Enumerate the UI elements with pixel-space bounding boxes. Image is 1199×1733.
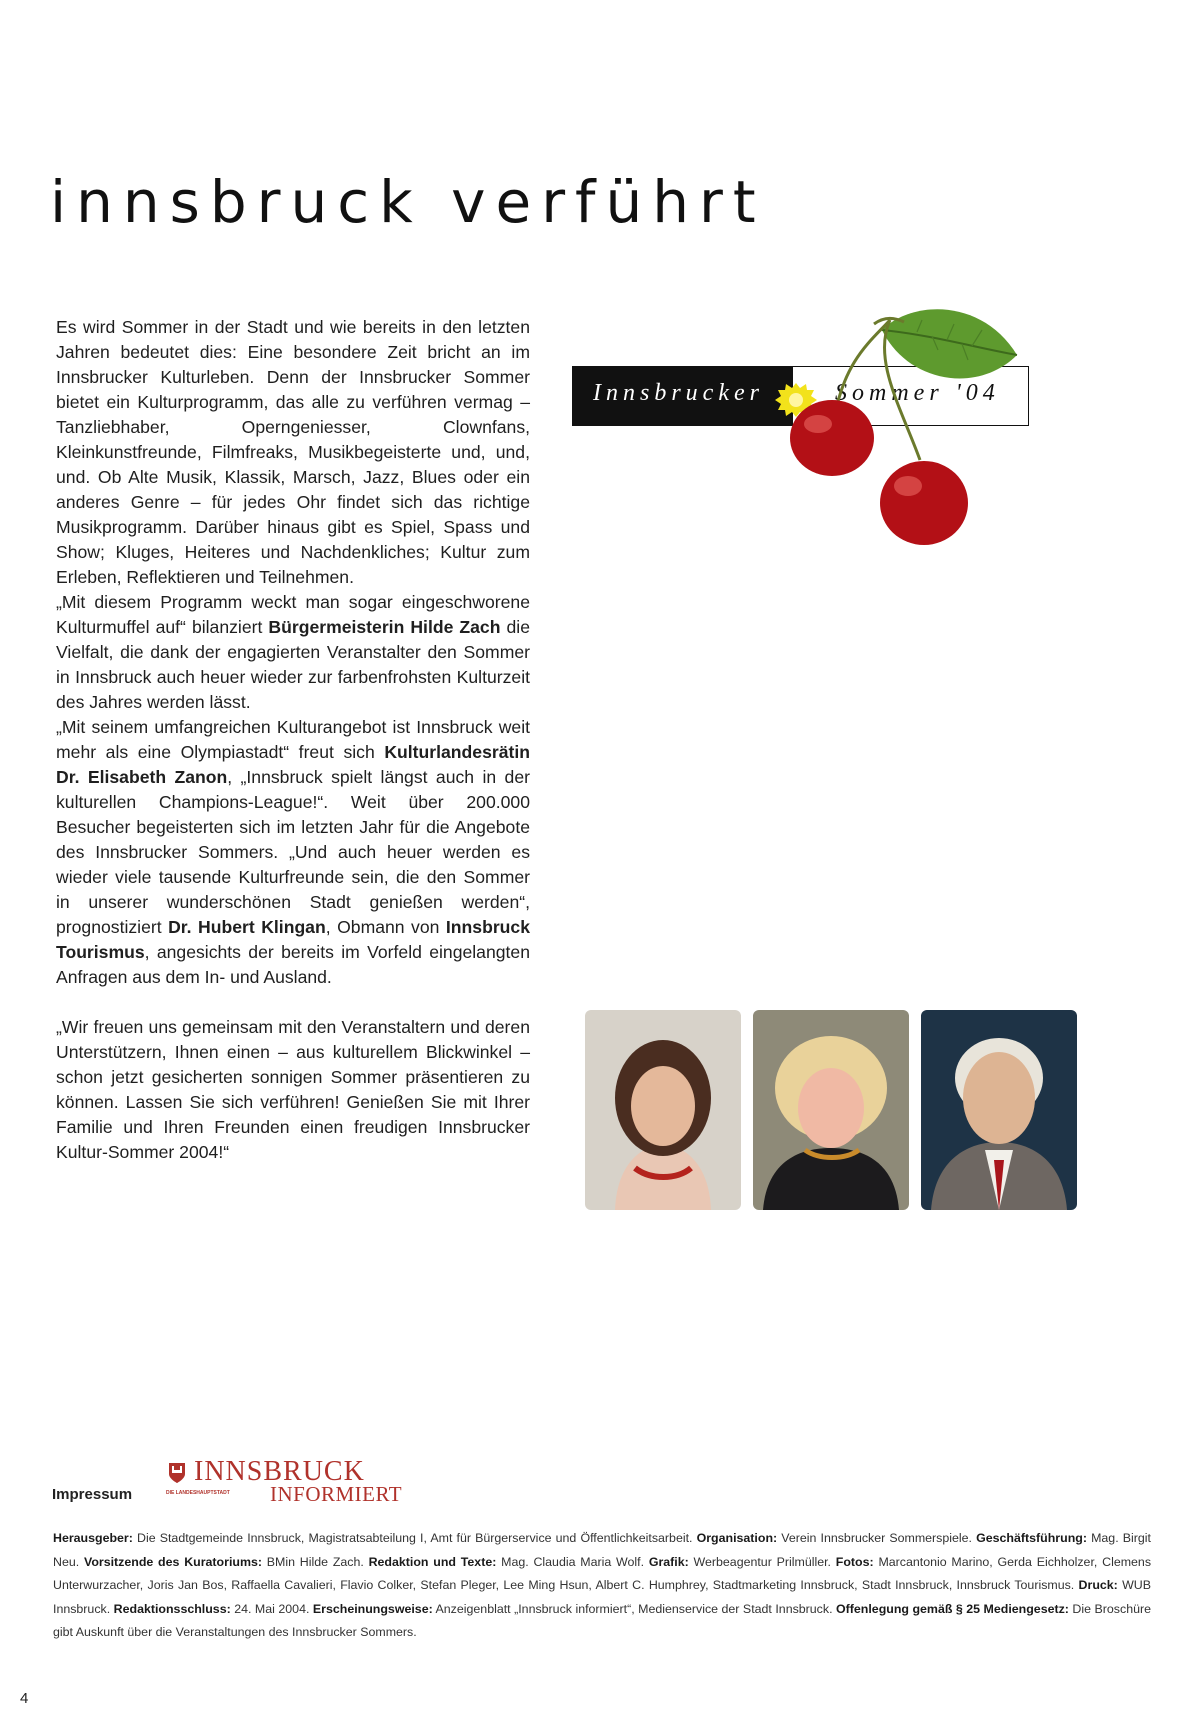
impressum-field-label: Erscheinungsweise: (312, 1601, 433, 1616)
city-crest-icon (168, 1462, 186, 1484)
impressum-field-label: Fotos: (835, 1554, 874, 1569)
text-span: , „Innsbruck spielt längst auch in der kulturellen Champions-League!“. Weit über 200.000 Besucher begeisterten sich im letzten Jahr für die Angebote des Innsbrucker Sommers. „Und auch heuer werden es wieder viele tausende Kulturfreunde sein, die den Sommer in unserer wunderschönen Stadt genießen werden“, prognostiziert (56, 767, 530, 937)
name-tourism-org: Innsbruck Tourismus (56, 917, 530, 962)
impressum-field-label: Redaktionsschluss: (113, 1601, 231, 1616)
logo-landeshauptstadt-text: DIE LANDESHAUPTSTADT (166, 1490, 230, 1496)
page-number: 4 (20, 1690, 29, 1707)
impressum-text (53, 1527, 1151, 1645)
name-culture-councillor: Kulturlandesrätin Dr. Elisabeth Zanon (56, 742, 530, 787)
text-span: , angesichts der bereits im Vorfeld eingelangten Anfragen aus dem In- und Ausland. (56, 942, 530, 987)
portrait-photo-tourism-chair (921, 1010, 1077, 1210)
impressum-field-value: WUB Innsbruck. (53, 1578, 1151, 1616)
text-span: die Vielfalt, die dank der engagierten Veranstalter den Sommer in Innsbruck auch heuer wieder zur farbenfrohsten Kulturzeit des Jahres werden lässt. (56, 617, 530, 712)
impressum-field-label: Herausgeber: (53, 1531, 133, 1545)
cherry-graphic (572, 300, 1132, 560)
paragraph-quotes (56, 715, 530, 990)
name-tourism-chair: Dr. Hubert Klingan (168, 917, 326, 937)
impressum-field-value: 24. Mai 2004. (230, 1601, 313, 1616)
impressum-field-value: Die Broschüre gibt Auskunft über die Veranstaltungen des Innsbrucker Sommers. (53, 1601, 1151, 1639)
portrait-photo-mayor (585, 1010, 741, 1210)
name-mayor: Bürgermeisterin Hilde Zach (268, 617, 501, 637)
impressum-label: Impressum (52, 1486, 133, 1503)
impressum-field-value: Werbeagentur Prilmüller. (688, 1554, 836, 1569)
impressum-field-label: Redaktion und Texte: (368, 1554, 497, 1569)
logo-informiert-text: INFORMIERT (270, 1482, 403, 1506)
impressum-field-value: Mag. Birgit Neu. (53, 1531, 1151, 1569)
impressum-field-value: Die Stadtgemeinde Innsbruck, Magistratsabteilung I, Amt für Bürgerservice und Öffentlichkeitsarbeit. (132, 1531, 697, 1545)
impressum-field-value: Mag. Claudia Maria Wolf. (496, 1554, 649, 1569)
innsbruck-informiert-logo (166, 1456, 403, 1512)
impressum-field-value: Marcantonio Marino, Gerda Eichholzer, Clemens Unterwurzacher, Joris Jan Bos, Raffaella Cavalieri, Flavio Colker, Stefan Pleger, Lee Ming Hsun, Albert C. Humphrey, Stadtmarketing Innsbruck, Stadt Innsbruck, Innsbruck Tourismus. (53, 1554, 1152, 1592)
logo-left-text: Innsbrucker (593, 380, 764, 406)
impressum-field-value: Verein Innsbrucker Sommerspiele. (777, 1531, 977, 1545)
logo-year-text: '04 (955, 380, 1000, 406)
text-span: „Mit seinem umfangreichen Kulturangebot ist Innsbruck weit mehr als eine Olympiastadt“ freut sich (56, 717, 530, 762)
text-span: , Obmann von (325, 917, 446, 937)
article-body (56, 315, 530, 1165)
cherry-left-icon (790, 400, 874, 476)
portrait-photo-councillor (753, 1010, 909, 1210)
impressum-field-value: Anzeigenblatt „Innsbruck informiert“, Medienservice der Stadt Innsbruck. (432, 1601, 837, 1616)
impressum-field-label: Geschäftsführung: (976, 1531, 1087, 1545)
impressum-field-value: BMin Hilde Zach. (262, 1554, 369, 1569)
logo-innsbruck-text: INNSBRUCK (194, 1456, 365, 1487)
page-title: innsbruck verführt (50, 168, 766, 236)
impressum-field-label: Vorsitzende des Kuratoriums: (83, 1554, 262, 1569)
cherry-right-icon (880, 461, 968, 545)
impressum-field-label: Grafik: (648, 1554, 689, 1569)
paragraph-mayor (56, 590, 530, 715)
text-span: „Mit diesem Programm weckt man sogar eingeschworene Kulturmuffel auf“ bilanziert (56, 592, 530, 637)
logo-sommer-text: Sommer (835, 380, 944, 406)
impressum-field-label: Organisation: (696, 1531, 778, 1545)
impressum-field-label: Offenlegung gemäß § 25 Mediengesetz: (836, 1601, 1069, 1616)
innsbrucker-sommer-logo (572, 300, 1132, 560)
paragraph-intro: Es wird Sommer in der Stadt und wie bereits in den letzten Jahren bedeutet dies: Eine besondere Zeit bricht an im Innsbrucker Kulturleben. Denn der Innsbrucker Sommer bietet ein Kulturprogramm, das alle zu verführen vermag – Tanzliebhaber, Operngeniesser, Clownfans, Kleinkunstfreunde, Filmfreaks, Musikbegeisterte und, und, und. Ob Alte Musik, Klassik, Marsch, Jazz, Blues oder ein anderes Genre – für jedes Ohr findet sich das richtige Musikprogramm. Darüber hinaus gibt es Spiel, Spass und Show; Kluges, Heiteres und Nachdenkliches; Kultur zum Erleben, Reflektieren und Teilnehmen. (56, 317, 530, 587)
impressum-field-label: Druck: (1078, 1578, 1118, 1592)
paragraph-closing: „Wir freuen uns gemeinsam mit den Veranstaltern und deren Unterstützern, Ihnen einen – aus kulturellem Blickwinkel – schon jetzt gesicherten sonnigen Sommer präsentieren zu können. Lassen Sie sich verführen! Genießen Sie mit Ihrer Familie und Ihren Freunden einen freudigen Innsbrucker Kultur-Sommer 2004!“ (56, 1017, 530, 1162)
